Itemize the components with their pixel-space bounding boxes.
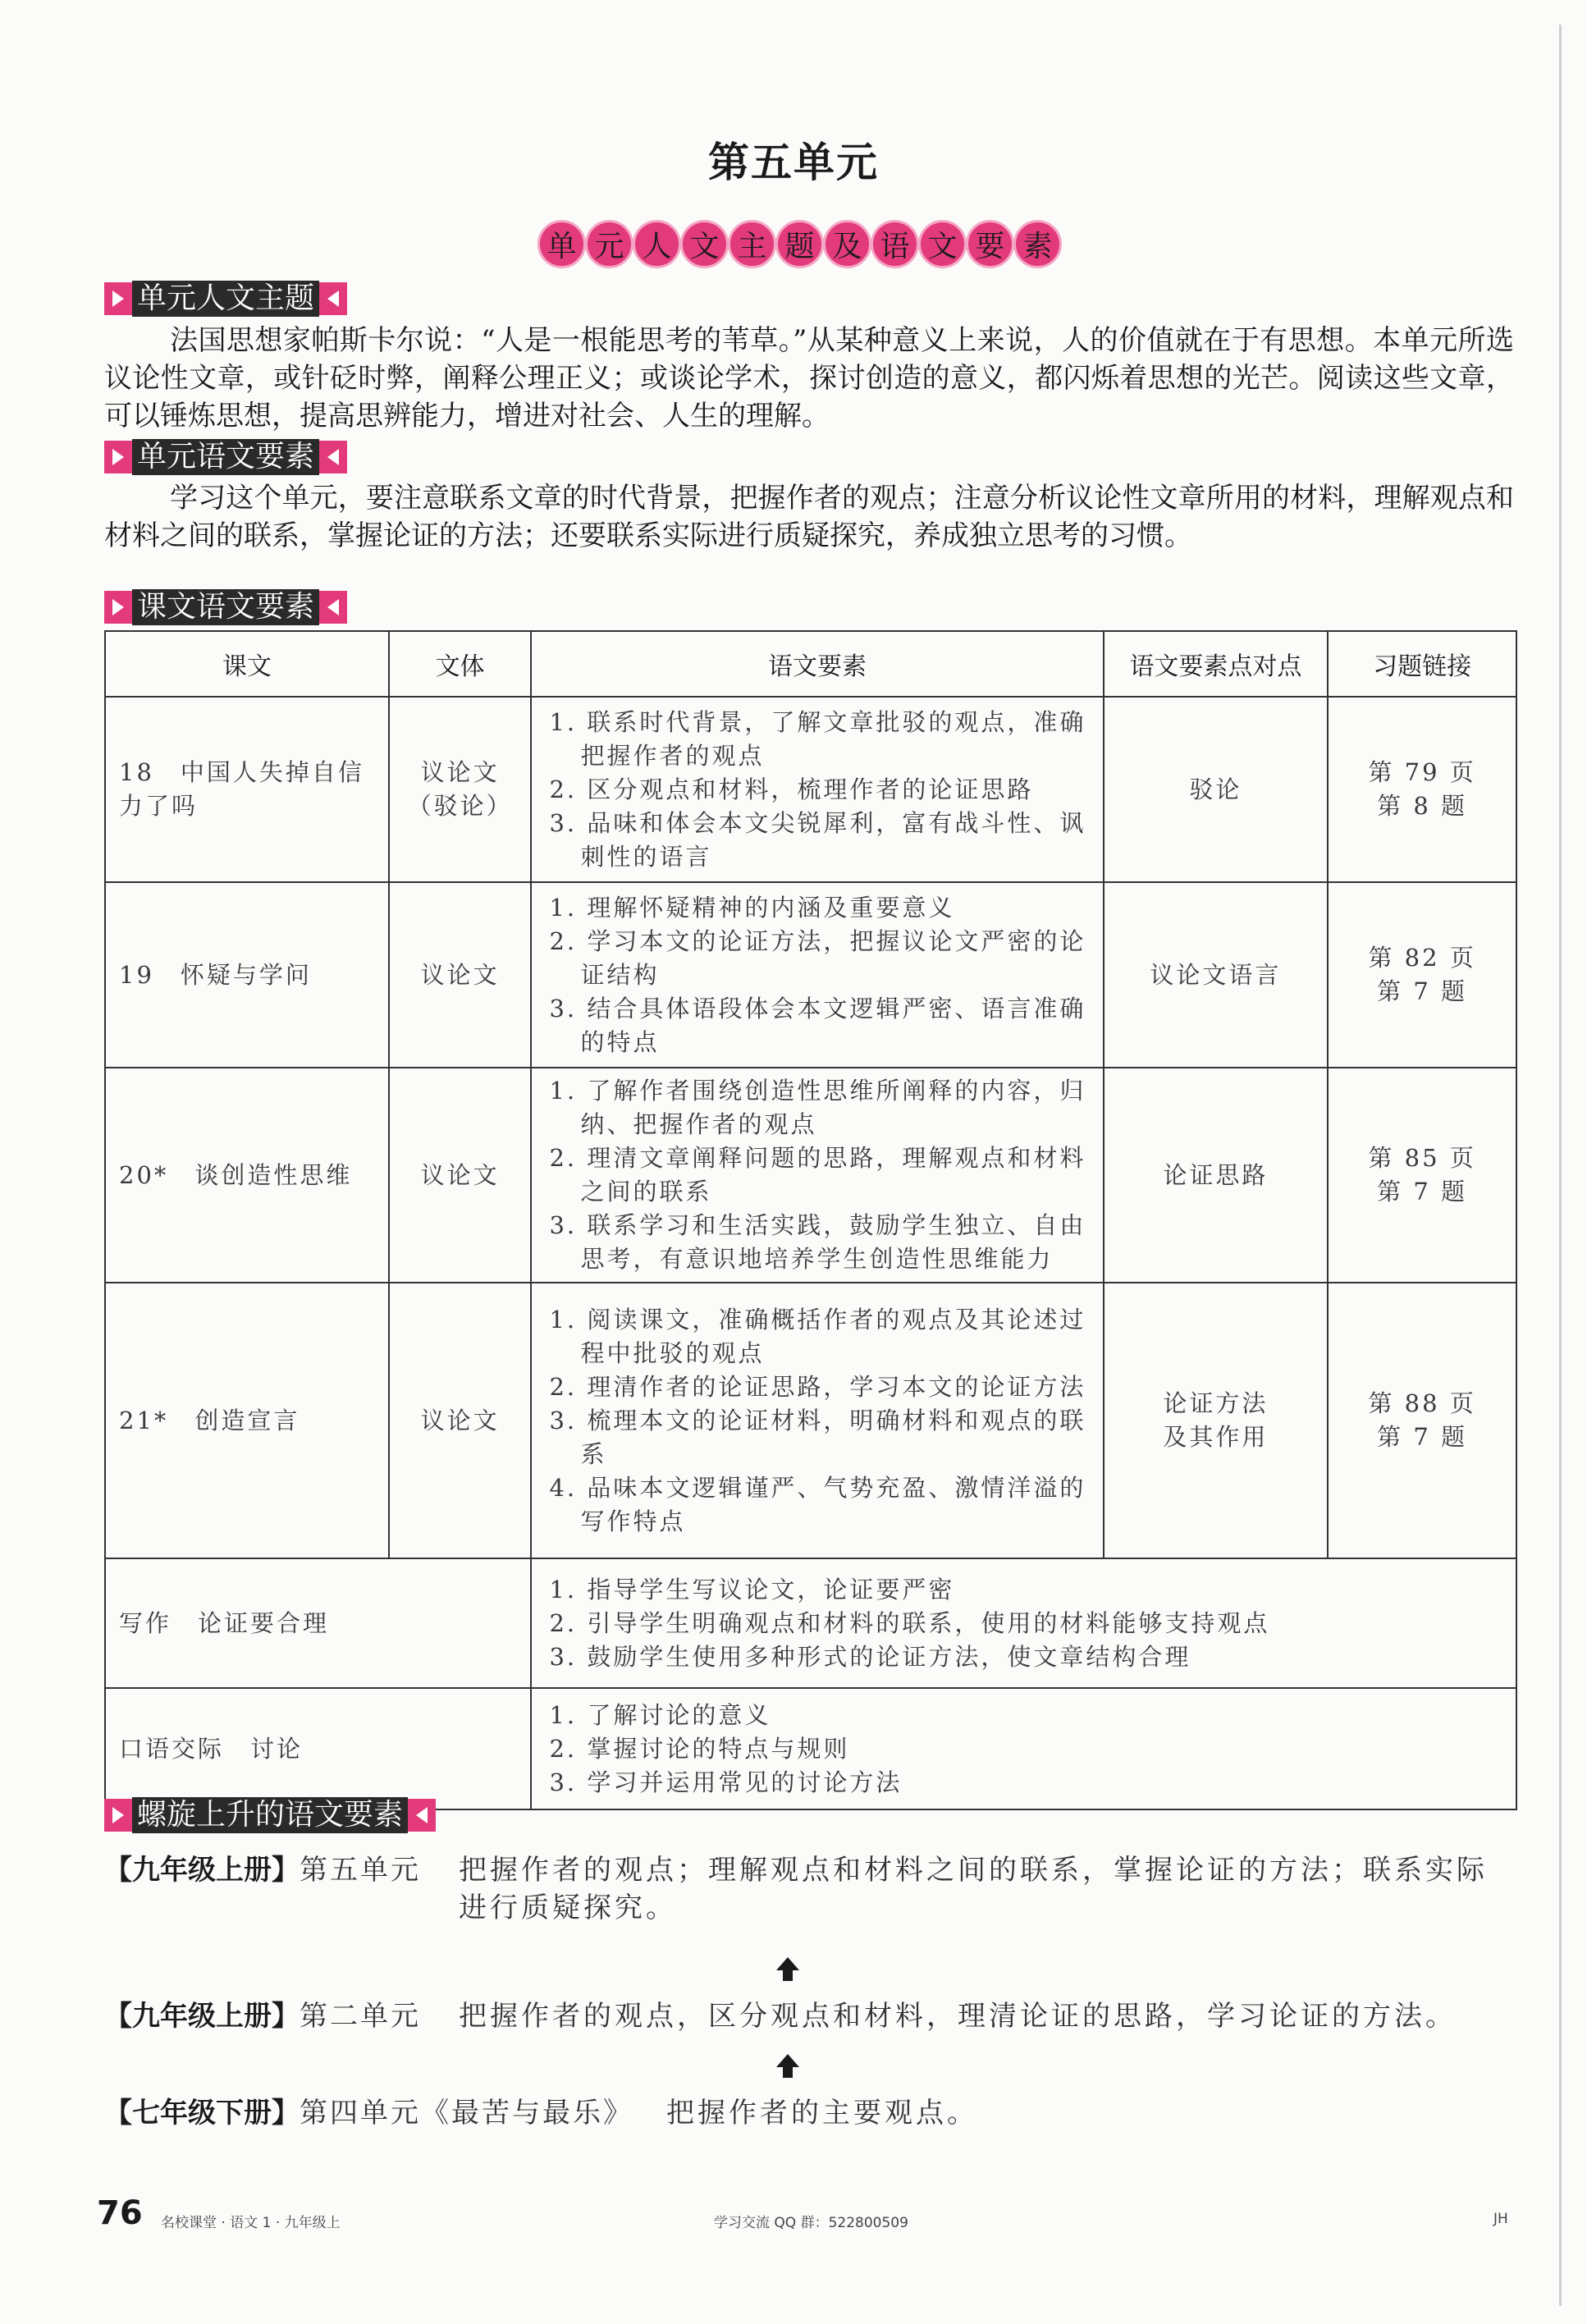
banner-char: 要 — [966, 220, 1014, 268]
lesson-link: 第 79 页 第 8 题 — [1328, 697, 1516, 882]
page-edge — [1559, 25, 1562, 2306]
table-row — [105, 1688, 1516, 1809]
list-item: 2. 掌握讨论的特点与规则 — [549, 1734, 850, 1763]
spiral-unit: 第二单元 — [300, 2000, 421, 2033]
play-right-icon — [104, 1799, 132, 1832]
play-right-icon — [104, 441, 132, 473]
elements-list — [533, 1298, 1101, 1544]
table-row — [105, 1283, 1516, 1558]
list-item: 3. 结合具体语段体会本文逻辑严密、语言准确的特点 — [549, 994, 1086, 1056]
section-heading-label: 螺旋上升的语文要素 — [132, 1797, 408, 1833]
play-left-icon — [319, 282, 347, 315]
list-item: 2. 区分观点和材料，梳理作者的论证思路 — [549, 775, 1034, 803]
list-item: 3. 品味和体会本文尖锐犀利，富有战斗性、讽刺性的语言 — [549, 808, 1086, 871]
table-row — [105, 882, 1516, 1068]
table-header-row — [105, 631, 1516, 697]
list-item: 1. 联系时代背景，了解文章批驳的观点，准确把握作者的观点 — [549, 707, 1086, 770]
header-lesson: 课文 — [105, 631, 389, 697]
section-heading-label: 单元人文主题 — [132, 281, 319, 317]
spiral-desc: 把握作者的主要观点。 — [666, 2097, 978, 2130]
banner-char: 元 — [585, 220, 633, 268]
list-item: 1. 了解作者围绕创造性思维所阐释的内容，归纳、把握作者的观点 — [549, 1077, 1086, 1138]
lesson-focus: 驳论 — [1104, 697, 1329, 882]
lesson-title: 21* 创造宣言 — [105, 1283, 389, 1558]
lesson-genre: 议论文 — [389, 882, 532, 1068]
header-focus: 语文要素点对点 — [1104, 631, 1329, 697]
header-genre: 文体 — [389, 631, 532, 697]
activity-points — [531, 1558, 1516, 1688]
section-heading-lessons — [104, 589, 347, 625]
list-item: 2. 学习本文的论证方法，把握议论文严密的论证结构 — [549, 926, 1086, 989]
list-item: 2. 引导学生明确观点和材料的联系，使用的材料能够支持观点 — [549, 1608, 1270, 1637]
activity-points — [531, 1688, 1516, 1809]
section-heading-spiral — [104, 1797, 436, 1833]
list-item: 1. 理解怀疑精神的内涵及重要意义 — [549, 893, 955, 922]
activity-title: 口语交际 讨论 — [105, 1688, 531, 1809]
header-link: 习题链接 — [1328, 631, 1516, 697]
lesson-genre: 议论文 （驳论） — [389, 697, 532, 882]
list-item: 1. 指导学生写议论文，论证要严密 — [549, 1575, 955, 1603]
section-banner — [537, 220, 1061, 274]
lesson-genre: 议论文 — [389, 1068, 532, 1283]
spiral-desc: 把握作者的观点，区分观点和材料，理清论证的思路，学习论证的方法。 — [459, 2000, 1457, 2033]
theme-paragraph: 法国思想家帕斯卡尔说：“人是一根能思考的苇草。”从某种意义上来说，人的价值就在于有思想。本单元所选议论性文章，或针砭时弊，阐释公理正义；或谈论学术，探讨创造的意义，都闪烁着思想的光芒。阅读这些文章，可以锤炼思想，提高思辨能力，增进对社会、人生的理解。 — [104, 324, 1514, 432]
banner-char: 单 — [537, 220, 586, 268]
lessons-table — [104, 630, 1517, 1810]
section-heading-label: 单元语文要素 — [132, 439, 319, 475]
list-item: 3. 梳理本文的论证材料，明确材料和观点的联系 — [549, 1406, 1086, 1468]
list-item: 1. 阅读课文，准确概括作者的观点及其论述过程中批驳的观点 — [549, 1305, 1086, 1367]
play-left-icon — [408, 1799, 436, 1832]
banner-char: 人 — [633, 220, 681, 268]
elements-paragraph: 学习这个单元，要注意联系文章的时代背景，把握作者的观点；注意分析议论性文章所用的材料，理解观点和材料之间的联系，掌握论证的方法；还要联系实际进行质疑探究，养成独立思考的习惯。 — [104, 482, 1514, 552]
banner-char: 文 — [680, 220, 729, 268]
list-item: 2. 理清文章阐释问题的思路，理解观点和材料之间的联系 — [549, 1144, 1086, 1205]
page-number: 76 — [97, 2194, 143, 2232]
banner-char: 素 — [1013, 220, 1062, 268]
list-item: 3. 学习并运用常见的讨论方法 — [549, 1768, 903, 1796]
spiral-desc: 把握作者的观点；理解观点和材料之间的联系，掌握论证的方法；联系实际进行质疑探究。 — [459, 1854, 1488, 1924]
activity-title: 写作 论证要合理 — [105, 1558, 531, 1688]
table-row — [105, 1558, 1516, 1688]
elements-list — [533, 1694, 1515, 1805]
lesson-points — [531, 882, 1103, 1068]
table-row — [105, 697, 1516, 882]
unit-title: 第五单元 — [708, 139, 879, 186]
banner-char: 语 — [871, 220, 919, 268]
lesson-title: 19 怀疑与学问 — [105, 882, 389, 1068]
lesson-points — [531, 1283, 1103, 1558]
lesson-focus: 论证方法 及其作用 — [1104, 1283, 1329, 1558]
table-row — [105, 1068, 1516, 1283]
lesson-title: 20* 谈创造性思维 — [105, 1068, 389, 1283]
banner-char: 文 — [918, 220, 967, 268]
play-left-icon — [319, 441, 347, 473]
elements-list — [533, 1568, 1515, 1679]
banner-char: 及 — [823, 220, 871, 268]
play-left-icon — [319, 591, 347, 624]
spiral-item — [104, 2094, 1514, 2132]
spiral-grade: 【九年级上册】 — [104, 1854, 300, 1887]
list-item: 3. 联系学习和生活实践，鼓励学生独立、自由思考，有意识地培养学生创造性思维能力 — [549, 1211, 1086, 1273]
lesson-focus: 议论文语言 — [1104, 882, 1329, 1068]
spiral-item — [104, 1997, 1514, 2035]
header-elements: 语文要素 — [531, 631, 1103, 697]
banner-char: 主 — [728, 220, 776, 268]
spiral-item — [104, 1851, 1514, 1927]
lesson-genre: 议论文 — [389, 1283, 532, 1558]
elements-list — [533, 701, 1101, 879]
spiral-grade: 【九年级上册】 — [104, 2000, 300, 2033]
elements-list — [533, 886, 1101, 1064]
lesson-points — [531, 1068, 1103, 1283]
lesson-title: 18 中国人失掉自信力了吗 — [105, 697, 389, 882]
play-right-icon — [104, 591, 132, 624]
section-heading-elements — [104, 439, 347, 475]
list-item: 4. 品味本文逻辑谨严、气势充盈、激情洋溢的写作特点 — [549, 1473, 1086, 1535]
footer-qq: 学习交流 QQ 群：522800509 — [714, 2215, 908, 2231]
spiral-unit: 第五单元 — [300, 1854, 421, 1887]
banner-char: 题 — [775, 220, 824, 268]
list-item: 1. 了解讨论的意义 — [549, 1700, 771, 1729]
play-right-icon — [104, 282, 132, 315]
lesson-focus: 论证思路 — [1104, 1068, 1329, 1283]
footer-code: JH — [1493, 2211, 1508, 2227]
spiral-grade: 【七年级下册】 — [104, 2097, 300, 2130]
lesson-link: 第 88 页 第 7 题 — [1328, 1283, 1516, 1558]
lesson-link: 第 85 页 第 7 题 — [1328, 1068, 1516, 1283]
footer-book: 名校课堂 · 语文 1 · 九年级上 — [161, 2215, 341, 2231]
section-heading-theme — [104, 281, 347, 317]
lesson-link: 第 82 页 第 7 题 — [1328, 882, 1516, 1068]
section-heading-label: 课文语文要素 — [132, 589, 319, 625]
list-item: 2. 理清作者的论证思路，学习本文的论证方法 — [549, 1372, 1086, 1401]
elements-list — [533, 1069, 1101, 1281]
lesson-points — [531, 697, 1103, 882]
spiral-unit: 第四单元《最苦与最乐》 — [300, 2097, 633, 2130]
list-item: 3. 鼓励学生使用多种形式的论证方法，使文章结构合理 — [549, 1642, 1191, 1671]
